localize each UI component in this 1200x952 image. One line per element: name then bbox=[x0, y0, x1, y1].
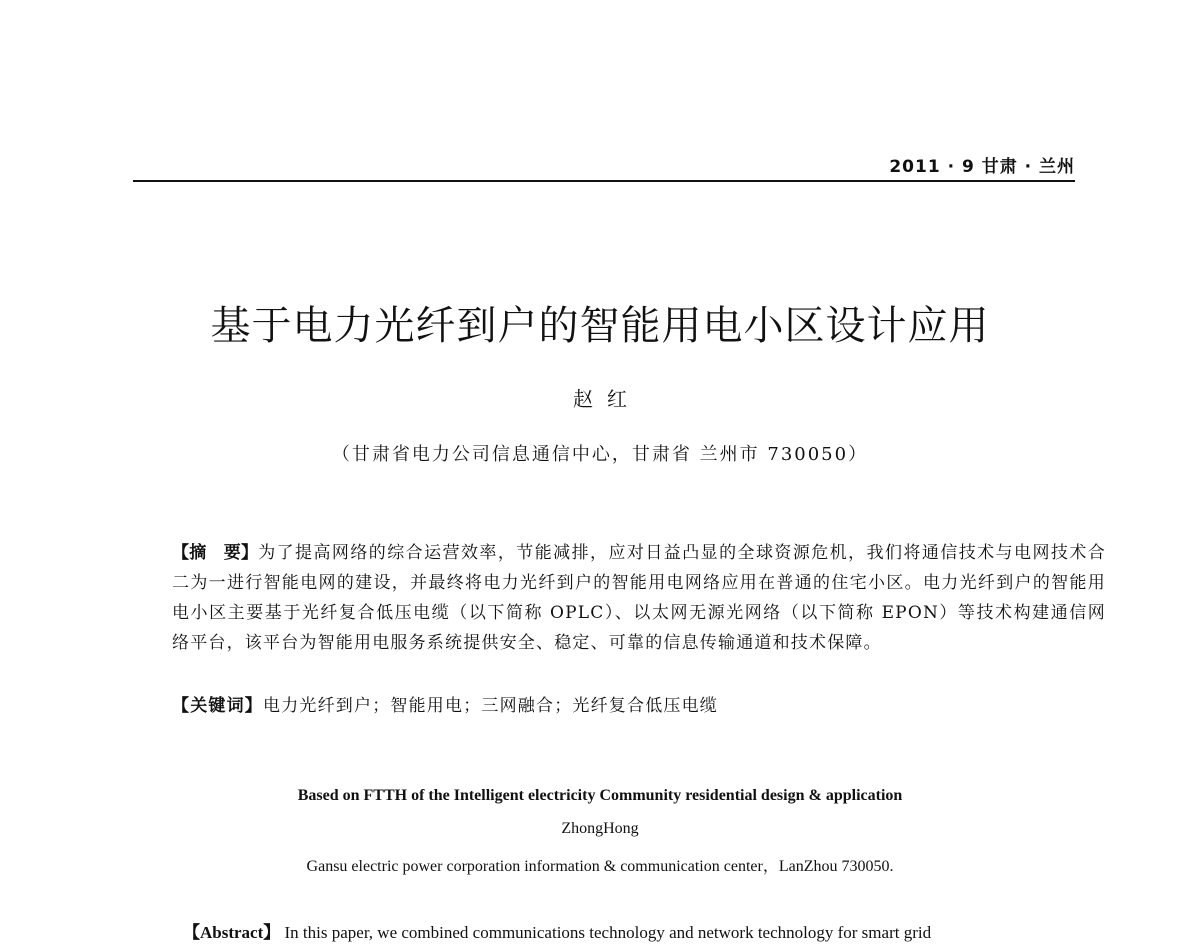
author-affiliation: （甘肃省电力公司信息通信中心，甘肃省 兰州市 730050） bbox=[331, 444, 869, 465]
issue-header: 2011 · 9 甘肃 · 兰州 bbox=[889, 157, 1075, 177]
keywords-cn bbox=[138, 691, 1106, 721]
abstract-cn-text: 为了提高网络的综合运营效率，节能减排，应对日益凸显的全球资源危机，我们将通信技术与电网技术合二为一进行智能电网的建设，并最终将电力光纤到户的智能用电网络应用在普通的住宅小区。电力光纤到户的智能用电小区主要基于光纤复合低压电缆（以下简称 OPLC）、以太网无源光网络（以下简称 EPON）等技术构建通信网络平台，该平台为智能用电服务系统提供安全、稳定、可靠的信息传输通道和技术保障。 bbox=[172, 543, 1107, 653]
english-author: ZhongHong bbox=[561, 820, 639, 837]
keywords-cn-text: 电力光纤到户；智能用电；三网融合；光纤复合低压电缆 bbox=[263, 696, 718, 716]
abstract-cn bbox=[138, 538, 1106, 658]
page-title: 基于电力光纤到户的智能用电小区设计应用 bbox=[210, 303, 990, 349]
english-affiliation: Gansu electric power corporation information & communication center，LanZhou 730050. bbox=[306, 858, 894, 875]
english-title: Based on FTTH of the Intelligent electricity Community residential design & application bbox=[297, 787, 903, 804]
header-rule bbox=[133, 180, 1075, 182]
english-abstract bbox=[183, 918, 1075, 943]
abstract-cn-label: 【摘 要】 bbox=[172, 543, 259, 563]
english-abstract-label: 【Abstract】 bbox=[183, 923, 281, 942]
english-abstract-text: In this paper, we combined communications technology and network technology for smart grid bbox=[284, 923, 932, 942]
author-name: 赵红 bbox=[573, 387, 641, 411]
keywords-cn-label: 【关键词】 bbox=[172, 696, 263, 716]
